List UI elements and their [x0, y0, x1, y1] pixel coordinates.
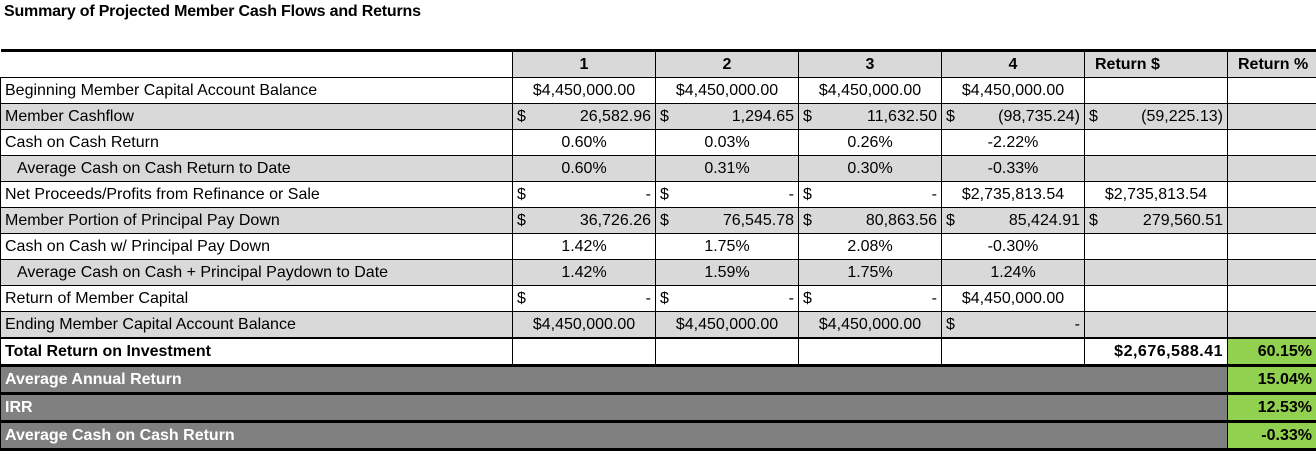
cell[interactable]: [656, 286, 799, 312]
cell[interactable]: -0.33%: [942, 156, 1085, 182]
irr-value[interactable]: 12.53%: [1228, 394, 1316, 422]
cell-value: (59,225.13): [1141, 104, 1223, 129]
cell[interactable]: [1228, 78, 1316, 104]
currency-symbol: $: [517, 182, 526, 207]
cell[interactable]: $4,450,000.00: [513, 312, 656, 339]
cell[interactable]: $4,450,000.00: [799, 78, 942, 104]
cell[interactable]: 2.08%: [799, 234, 942, 260]
header-year-4[interactable]: 4: [942, 51, 1085, 78]
table-row: [1, 312, 1316, 339]
row-label[interactable]: Cash on Cash Return: [1, 130, 513, 156]
cell-value: -: [646, 286, 651, 311]
cell-value: -: [932, 182, 937, 207]
cell[interactable]: 0.26%: [799, 130, 942, 156]
cell-value: -: [1075, 312, 1080, 337]
cell[interactable]: [1228, 104, 1316, 130]
cell[interactable]: 1.75%: [656, 234, 799, 260]
row-label[interactable]: Beginning Member Capital Account Balance: [1, 78, 513, 104]
currency-symbol: $: [517, 208, 526, 233]
currency-symbol: $: [803, 104, 812, 129]
header-year-1[interactable]: 1: [513, 51, 656, 78]
summary-row: [1, 422, 1316, 450]
table-row: [1, 130, 1316, 156]
row-label[interactable]: Net Proceeds/Profits from Refinance or Sale: [1, 182, 513, 208]
currency-symbol: $: [946, 208, 955, 233]
currency-symbol: $: [1089, 104, 1098, 129]
cell[interactable]: [942, 312, 1085, 339]
cell[interactable]: [1085, 312, 1228, 339]
cell[interactable]: [513, 338, 656, 366]
cell[interactable]: [799, 208, 942, 234]
header-return-dollars[interactable]: Return $: [1085, 51, 1228, 78]
cell-value: 279,560.51: [1143, 208, 1223, 233]
cell[interactable]: 1.42%: [513, 260, 656, 286]
cell[interactable]: [1228, 312, 1316, 339]
cell[interactable]: $4,450,000.00: [942, 78, 1085, 104]
summary-row: [1, 366, 1316, 394]
cell[interactable]: [799, 338, 942, 366]
cell-value: -: [789, 286, 794, 311]
total-return-percent[interactable]: 60.15%: [1228, 338, 1316, 366]
currency-symbol: $: [946, 104, 955, 129]
currency-symbol: $: [803, 286, 812, 311]
currency-symbol: $: [803, 182, 812, 207]
cell[interactable]: 1.75%: [799, 260, 942, 286]
summary-label[interactable]: IRR: [1, 394, 1228, 422]
summary-label[interactable]: Average Annual Return: [1, 366, 1228, 394]
cell[interactable]: $4,450,000.00: [799, 312, 942, 339]
cell[interactable]: [1228, 234, 1316, 260]
cell-value: 85,424.91: [1009, 208, 1080, 233]
cell[interactable]: [1085, 130, 1228, 156]
currency-symbol: $: [660, 104, 669, 129]
cell-value: 76,545.78: [723, 208, 794, 233]
total-return-dollars[interactable]: $2,676,588.41: [1085, 338, 1228, 366]
cell[interactable]: [1085, 104, 1228, 130]
cell[interactable]: 1.42%: [513, 234, 656, 260]
cell-value: 36,726.26: [580, 208, 651, 233]
currency-symbol: $: [660, 286, 669, 311]
cell-value: -: [789, 182, 794, 207]
row-label[interactable]: Member Cashflow: [1, 104, 513, 130]
cell[interactable]: $4,450,000.00: [656, 78, 799, 104]
cell[interactable]: 0.60%: [513, 130, 656, 156]
total-row: [1, 338, 1316, 366]
cell-value: (98,735.24): [998, 104, 1080, 129]
cell[interactable]: [1085, 78, 1228, 104]
cell-value: 26,582.96: [580, 104, 651, 129]
cell[interactable]: [1228, 130, 1316, 156]
cell[interactable]: [942, 208, 1085, 234]
cell[interactable]: [799, 104, 942, 130]
currency-symbol: $: [660, 208, 669, 233]
table-row: [1, 78, 1316, 104]
table-row: [1, 208, 1316, 234]
header-year-3[interactable]: 3: [799, 51, 942, 78]
cell[interactable]: [942, 338, 1085, 366]
currency-symbol: $: [517, 286, 526, 311]
cell[interactable]: -0.30%: [942, 234, 1085, 260]
cell[interactable]: [656, 338, 799, 366]
cell[interactable]: [1085, 156, 1228, 182]
currency-symbol: $: [1089, 208, 1098, 233]
cell[interactable]: 0.60%: [513, 156, 656, 182]
sheet-title: Summary of Projected Member Cash Flows and Returns: [4, 3, 421, 21]
table-row: [1, 260, 1316, 286]
cell[interactable]: [799, 182, 942, 208]
cell[interactable]: [513, 286, 656, 312]
row-label[interactable]: Average Cash on Cash + Principal Paydown to Date: [1, 260, 513, 286]
cell[interactable]: $2,735,813.54: [1085, 182, 1228, 208]
cash-flow-table: [0, 49, 1316, 451]
currency-symbol: $: [946, 312, 955, 337]
cell[interactable]: [656, 182, 799, 208]
cell[interactable]: 1.24%: [942, 260, 1085, 286]
row-label[interactable]: Member Portion of Principal Pay Down: [1, 208, 513, 234]
table-row: [1, 182, 1316, 208]
average-cash-on-cash-value[interactable]: -0.33%: [1228, 422, 1316, 450]
row-label[interactable]: Cash on Cash w/ Principal Pay Down: [1, 234, 513, 260]
row-label[interactable]: Ending Member Capital Account Balance: [1, 312, 513, 339]
cell-value: -: [932, 286, 937, 311]
currency-symbol: $: [803, 208, 812, 233]
row-label[interactable]: Return of Member Capital: [1, 286, 513, 312]
summary-label[interactable]: Average Cash on Cash Return: [1, 422, 1228, 450]
cell[interactable]: [1228, 260, 1316, 286]
cell-value: 1,294.65: [732, 104, 794, 129]
cell[interactable]: [656, 104, 799, 130]
summary-row: [1, 394, 1316, 422]
cell[interactable]: -2.22%: [942, 130, 1085, 156]
header-row: [1, 51, 1316, 78]
cell[interactable]: 0.03%: [656, 130, 799, 156]
average-annual-return-value[interactable]: 15.04%: [1228, 366, 1316, 394]
cell[interactable]: [1228, 156, 1316, 182]
table-row: [1, 156, 1316, 182]
cell[interactable]: [1228, 208, 1316, 234]
cell[interactable]: 0.31%: [656, 156, 799, 182]
cell[interactable]: [656, 208, 799, 234]
cell[interactable]: 1.59%: [656, 260, 799, 286]
cell[interactable]: [1085, 208, 1228, 234]
cell[interactable]: $4,450,000.00: [656, 312, 799, 339]
row-label[interactable]: Average Cash on Cash Return to Date: [1, 156, 513, 182]
table-row: [1, 286, 1316, 312]
cell[interactable]: [942, 104, 1085, 130]
cell[interactable]: [799, 286, 942, 312]
cell[interactable]: 0.30%: [799, 156, 942, 182]
cell-value: -: [646, 182, 651, 207]
table-row: [1, 104, 1316, 130]
cell[interactable]: $2,735,813.54: [942, 182, 1085, 208]
header-corner: [1, 51, 513, 78]
cell[interactable]: [513, 182, 656, 208]
cell[interactable]: [513, 104, 656, 130]
total-label[interactable]: Total Return on Investment: [1, 338, 513, 366]
table-row: [1, 234, 1316, 260]
cell[interactable]: [1085, 286, 1228, 312]
cell[interactable]: [1085, 260, 1228, 286]
cell-value: 80,863.56: [866, 208, 937, 233]
cell[interactable]: [1228, 182, 1316, 208]
cell[interactable]: $4,450,000.00: [513, 78, 656, 104]
header-return-percent[interactable]: Return %: [1228, 51, 1316, 78]
cell[interactable]: [1085, 234, 1228, 260]
currency-symbol: $: [517, 104, 526, 129]
cell[interactable]: $4,450,000.00: [942, 286, 1085, 312]
cell[interactable]: [1228, 286, 1316, 312]
cell-value: 11,632.50: [867, 104, 937, 129]
header-year-2[interactable]: 2: [656, 51, 799, 78]
cell[interactable]: [513, 208, 656, 234]
currency-symbol: $: [660, 182, 669, 207]
